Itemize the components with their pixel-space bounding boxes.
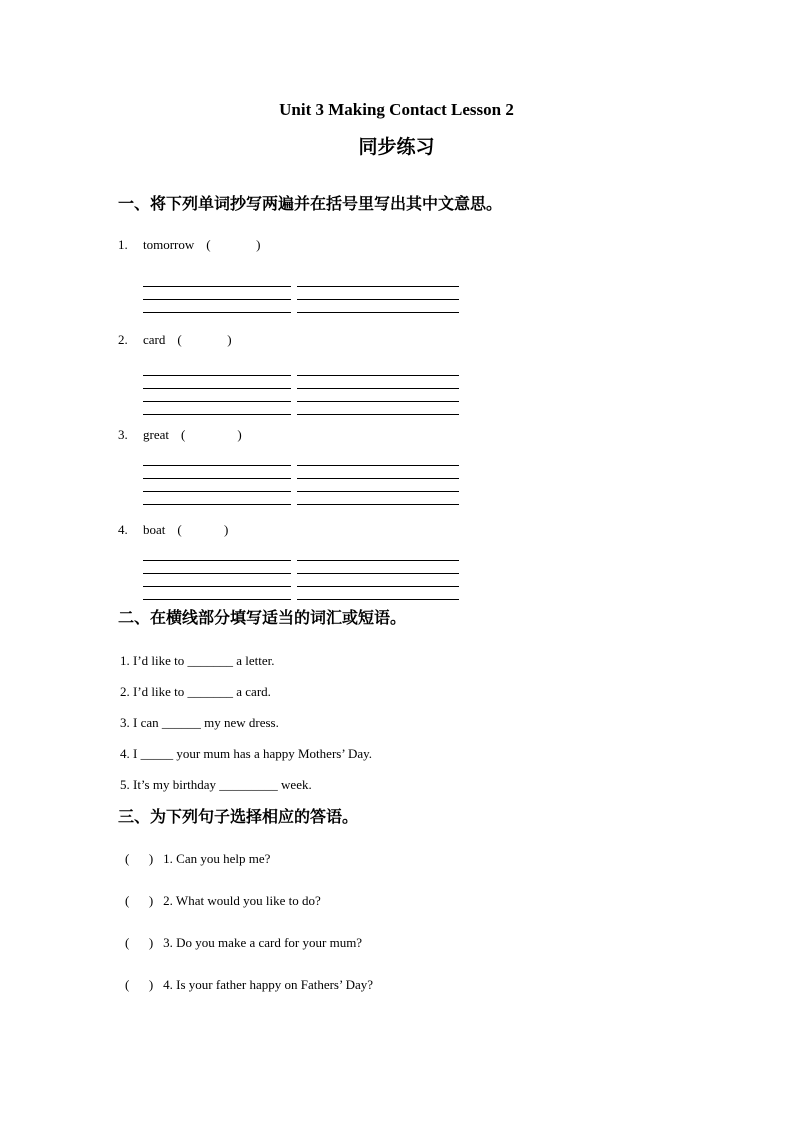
copy-line-left xyxy=(143,286,291,300)
fill-in-list xyxy=(118,654,675,792)
meaning-paren: ( ) xyxy=(180,427,242,442)
copy-line-right xyxy=(297,362,459,376)
answer-paren: ( ) xyxy=(125,935,154,950)
copy-line-left xyxy=(143,491,291,505)
copy-line-row xyxy=(143,560,675,573)
copy-line-row xyxy=(143,491,675,504)
item-word: great xyxy=(143,427,169,442)
copy-line-row xyxy=(143,478,675,491)
copy-line-left xyxy=(143,452,291,466)
copy-line-right xyxy=(297,586,459,600)
copy-line-row xyxy=(143,401,675,414)
question-text: 1. Can you help me? xyxy=(163,851,271,866)
copy-lines-tomorrow xyxy=(143,273,675,312)
word-item-tomorrow xyxy=(118,238,675,251)
item-number: 4. xyxy=(118,522,128,537)
copy-line-right xyxy=(297,299,459,313)
copy-line-row xyxy=(143,299,675,312)
answer-paren: ( ) xyxy=(125,851,154,866)
choice-question xyxy=(125,852,675,866)
copy-lines-boat xyxy=(143,547,675,599)
copy-line-left xyxy=(143,478,291,492)
meaning-paren: ( ) xyxy=(177,522,229,537)
copy-line-left xyxy=(143,375,291,389)
copy-line-row xyxy=(143,586,675,599)
fill-in-sentence: 2. I’d like to _______ a card. xyxy=(120,684,271,699)
copy-line-row xyxy=(143,286,675,299)
item-number: 1. xyxy=(118,237,128,252)
copy-line-left xyxy=(143,586,291,600)
meaning-paren: ( ) xyxy=(177,332,232,347)
copy-line-right xyxy=(297,388,459,402)
copy-line-right xyxy=(297,452,459,466)
choice-question xyxy=(125,936,675,950)
meaning-paren: ( ) xyxy=(206,237,261,252)
choice-question xyxy=(125,894,675,908)
item-word: card xyxy=(143,332,166,347)
copy-line-right xyxy=(297,465,459,479)
question-text: 3. Do you make a card for your mum? xyxy=(163,935,363,950)
copy-line-row xyxy=(143,547,675,560)
choice-list xyxy=(118,852,675,992)
copy-line-row xyxy=(143,465,675,478)
answer-paren: ( ) xyxy=(125,977,154,992)
copy-line-row xyxy=(143,362,675,375)
copy-line-right xyxy=(297,491,459,505)
copy-line-right xyxy=(297,273,459,287)
item-word: boat xyxy=(143,522,166,537)
section-three-heading: 三、为下列句子选择相应的答语。 xyxy=(118,809,359,826)
copy-line-row xyxy=(143,273,675,286)
answer-paren: ( ) xyxy=(125,893,154,908)
copy-line-left xyxy=(143,547,291,561)
word-item-card xyxy=(118,333,675,346)
item-number: 3. xyxy=(118,427,128,442)
section-one-heading: 一、将下列单词抄写两遍并在括号里写出其中文意思。 xyxy=(118,196,503,213)
copy-lines-card xyxy=(143,362,675,414)
copy-line-right xyxy=(297,286,459,300)
choice-question xyxy=(125,978,675,992)
copy-line-left xyxy=(143,388,291,402)
copy-line-row xyxy=(143,452,675,465)
item-word: tomorrow xyxy=(143,237,195,252)
page-subtitle: 同步练习 xyxy=(358,137,435,158)
copy-line-left xyxy=(143,560,291,574)
copy-line-right xyxy=(297,573,459,587)
copy-line-right xyxy=(297,401,459,415)
copy-line-left xyxy=(143,273,291,287)
fill-in-sentence: 3. I can ______ my new dress. xyxy=(120,715,279,730)
item-number: 2. xyxy=(118,332,128,347)
word-item-boat xyxy=(118,523,675,536)
page-title: Unit 3 Making Contact Lesson 2 xyxy=(279,100,514,119)
question-text: 4. Is your father happy on Fathers’ Day? xyxy=(163,977,374,992)
copy-line-left xyxy=(143,362,291,376)
copy-lines-great xyxy=(143,452,675,504)
fill-in-sentence: 5. It’s my birthday _________ week. xyxy=(120,777,312,792)
copy-line-left xyxy=(143,401,291,415)
copy-line-row xyxy=(143,388,675,401)
copy-line-right xyxy=(297,478,459,492)
fill-in-sentence: 4. I _____ your mum has a happy Mothers’ Day. xyxy=(120,746,373,761)
fill-in-sentence: 1. I’d like to _______ a letter. xyxy=(120,653,275,668)
copy-line-right xyxy=(297,375,459,389)
copy-line-row xyxy=(143,573,675,586)
copy-line-right xyxy=(297,560,459,574)
question-text: 2. What would you like to do? xyxy=(163,893,321,908)
copy-line-row xyxy=(143,375,675,388)
word-item-great xyxy=(118,428,675,441)
copy-line-left xyxy=(143,299,291,313)
copy-line-right xyxy=(297,547,459,561)
section-two-heading: 二、在横线部分填写适当的词汇或短语。 xyxy=(118,610,407,627)
copy-line-left xyxy=(143,573,291,587)
copy-line-left xyxy=(143,465,291,479)
